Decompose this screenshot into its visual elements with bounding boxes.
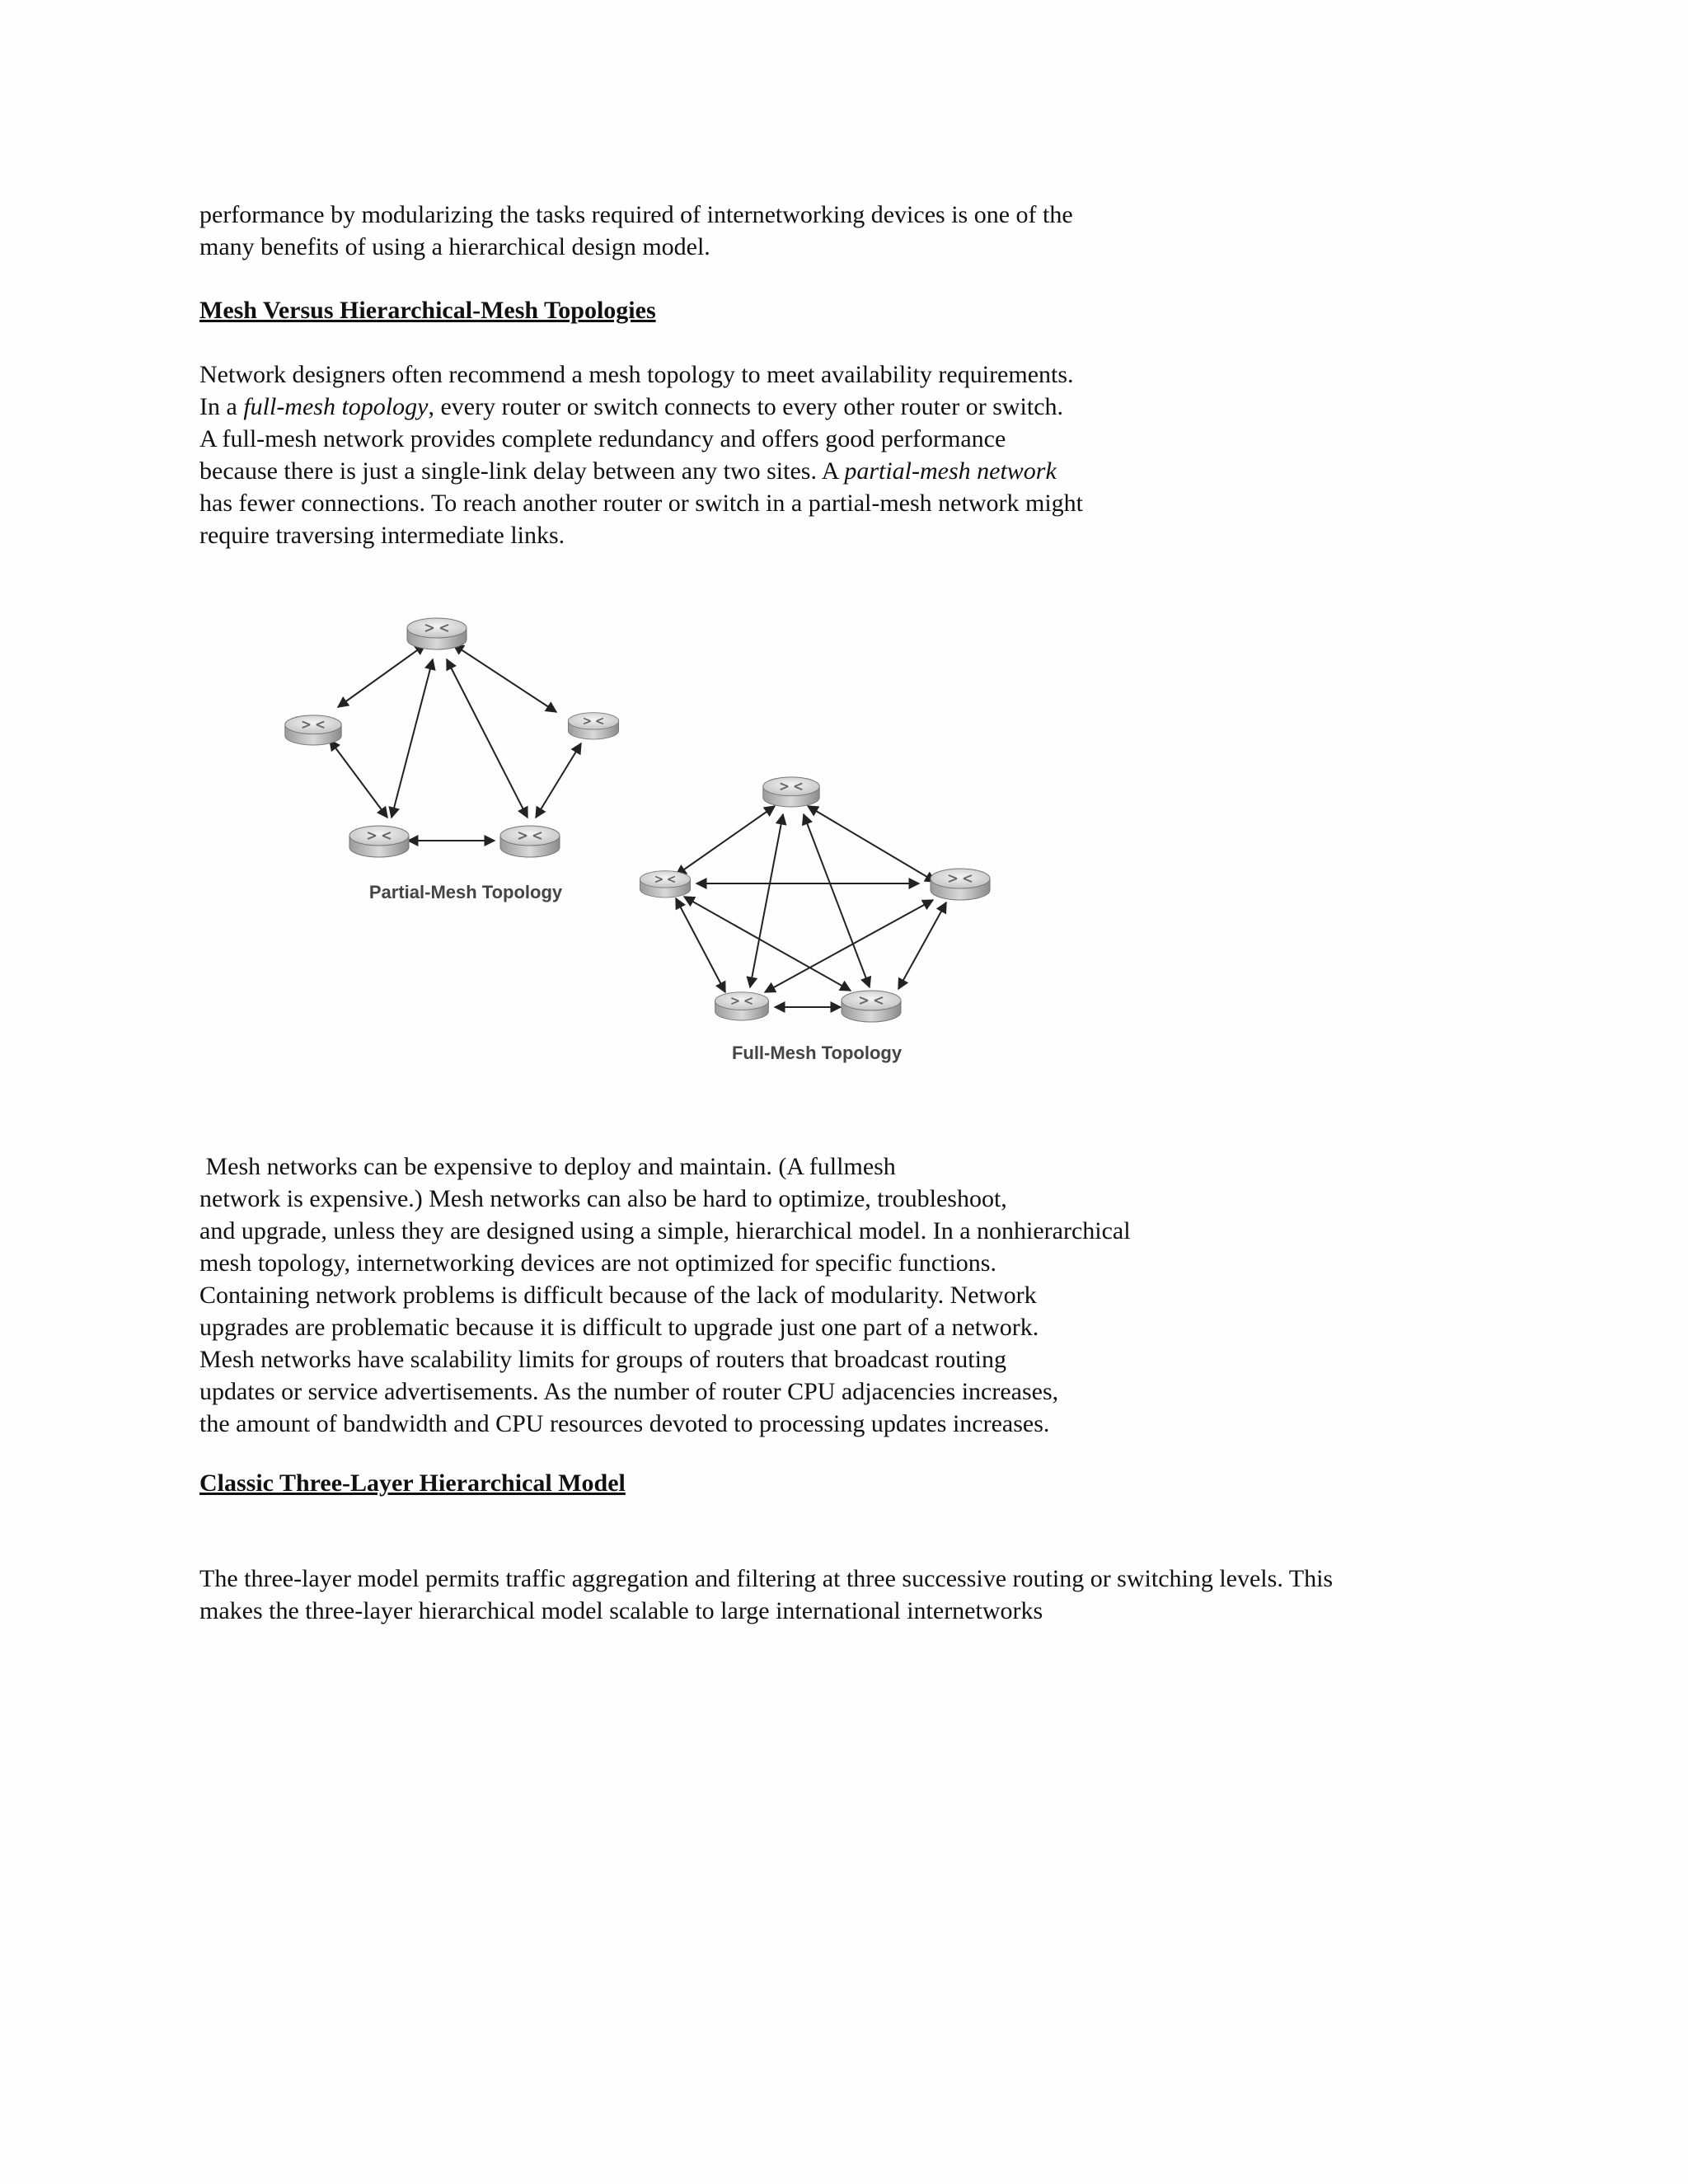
mesh-paragraph bbox=[199, 359, 1271, 551]
full-mesh-label: Full-Mesh Topology bbox=[731, 1043, 903, 1063]
text-line: The three-layer model permits traffic aggregation and filtering at three successive routing or switching levels. This bbox=[199, 1565, 1334, 1592]
router-icon bbox=[715, 992, 769, 1020]
router-icon bbox=[931, 869, 990, 900]
mesh-topology-figure bbox=[264, 593, 1022, 1071]
partial-mesh-label: Partial-Mesh Topology bbox=[368, 882, 563, 902]
section-heading-three-layer: Classic Three-Layer Hierarchical Model bbox=[199, 1469, 626, 1497]
router-icon bbox=[349, 826, 409, 857]
router-icon bbox=[842, 991, 901, 1022]
text-line: and upgrade, unless they are designed using a simple, hierarchical model. In a nonhierarchical bbox=[199, 1217, 1131, 1244]
text-line: A full-mesh network provides complete redundancy and offers good performance bbox=[199, 425, 1006, 452]
text-line: has fewer connections. To reach another router or switch in a partial-mesh network might bbox=[199, 490, 1083, 517]
text-line: updates or service advertisements. As the number of router CPU adjacencies increases, bbox=[199, 1378, 1059, 1405]
router-icon bbox=[407, 618, 467, 649]
text-line: network is expensive.) Mesh networks can also be hard to optimize, troubleshoot, bbox=[199, 1185, 1007, 1212]
partial-mesh-links bbox=[330, 644, 581, 841]
router-icon bbox=[763, 777, 819, 807]
full-mesh-diagram bbox=[640, 777, 990, 1063]
text-line: Containing network problems is difficult because of the lack of modularity. Network bbox=[199, 1282, 1037, 1309]
router-icon bbox=[640, 871, 690, 898]
text-span: , every router or switch connects to every other router or switch. bbox=[428, 393, 1064, 420]
text-line: mesh topology, internetworking devices are not optimized for specific functions. bbox=[199, 1249, 996, 1277]
text-line: makes the three-layer hierarchical model scalable to large international internetworks bbox=[199, 1597, 1043, 1624]
router-icon bbox=[568, 713, 618, 739]
text-line: Mesh networks have scalability limits for groups of routers that broadcast routing bbox=[199, 1346, 1006, 1373]
section-heading-mesh: Mesh Versus Hierarchical-Mesh Topologies bbox=[199, 297, 656, 324]
text-line: Network designers often recommend a mesh topology to meet availability requirements. bbox=[199, 361, 1074, 388]
text-line: upgrades are problematic because it is difficult to upgrade just one part of a network. bbox=[199, 1314, 1039, 1341]
text-line bbox=[199, 455, 1271, 487]
text-line: the amount of bandwidth and CPU resources devoted to processing updates increases. bbox=[199, 1410, 1050, 1437]
mesh-cost-paragraph bbox=[199, 1151, 1271, 1440]
three-layer-paragraph bbox=[199, 1563, 1518, 1627]
text-line bbox=[199, 391, 1271, 423]
full-mesh-links bbox=[676, 806, 946, 1007]
router-icon bbox=[285, 715, 341, 745]
router-icon bbox=[500, 826, 560, 857]
text-line: many benefits of using a hierarchical design model. bbox=[199, 233, 710, 260]
text-line: performance by modularizing the tasks required of internetworking devices is one of the bbox=[199, 201, 1073, 228]
text-span: In a bbox=[199, 393, 244, 420]
italic-term-partial-mesh: partial-mesh network bbox=[844, 457, 1057, 485]
text-line: require traversing intermediate links. bbox=[199, 522, 565, 549]
italic-term-full-mesh: full-mesh topology bbox=[243, 393, 429, 420]
text-span: Mesh networks can be expensive to deploy and maintain. (A fullmesh bbox=[205, 1153, 896, 1180]
text-line bbox=[199, 1151, 1271, 1183]
intro-paragraph bbox=[199, 199, 1271, 263]
partial-mesh-diagram bbox=[285, 618, 619, 902]
text-span: because there is just a single-link delay between any two sites. A bbox=[199, 457, 845, 485]
